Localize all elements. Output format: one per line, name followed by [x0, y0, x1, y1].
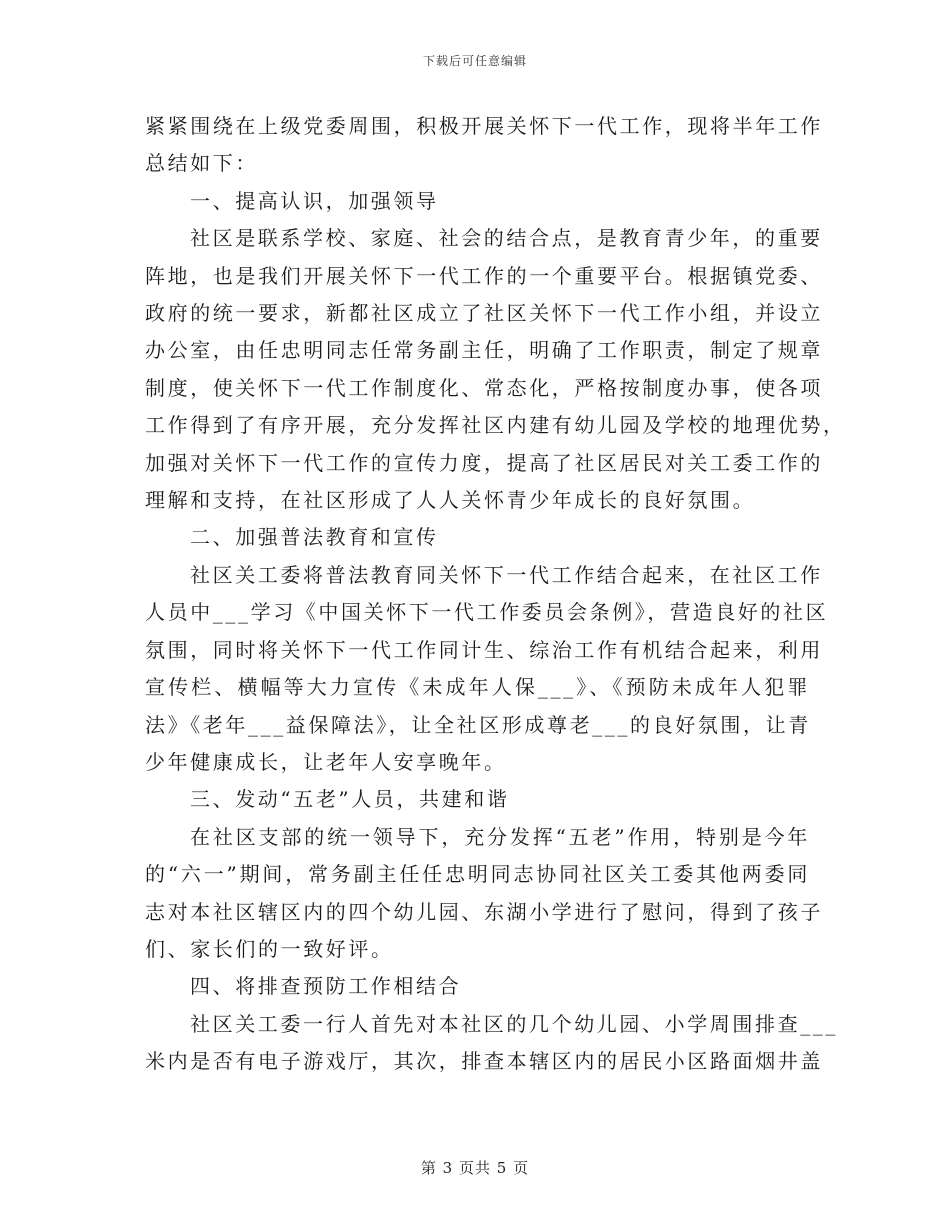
- text-line: 在社区支部的统一领导下，充分发挥“五老”作用，特别是今年: [190, 824, 810, 849]
- text-line: 法》《老年___益保障法》，让全社区形成尊老___的良好氛围，让青: [145, 712, 811, 737]
- text-line: 宣传栏、横幅等大力宣传《未成年人保___》、《预防未成年人犯罪: [145, 675, 810, 700]
- section-heading: 二、加强普法教育和宣传: [190, 525, 439, 550]
- text-line: 制度，使关怀下一代工作制度化、常态化，严格按制度办事，使各项: [145, 375, 823, 400]
- page-number: 第 3 页共 5 页: [420, 1159, 530, 1177]
- text-line: 政府的统一要求，新都社区成立了社区关怀下一代工作小组，并设立: [145, 301, 823, 326]
- text-line: 的“六一”期间，常务副主任任忠明同志协同社区关工委其他两委同: [145, 862, 810, 887]
- text-line: 办公室，由任忠明同志任常务副主任，明确了工作职责，制定了规章: [145, 338, 823, 363]
- document-body: [145, 108, 846, 1081]
- text-line: 们、家长们的一致好评。: [145, 936, 394, 961]
- text-line: 紧紧围绕在上级党委周围，积极开展关怀下一代工作，现将半年工作: [145, 114, 823, 138]
- section-heading: 四、将排查预防工作相结合: [190, 974, 462, 999]
- text-line: 总结如下：: [145, 151, 258, 176]
- text-line: 社区关工委将普法教育同关怀下一代工作结合起来，在社区工作: [190, 562, 823, 587]
- text-line: 少年健康成长，让老年人安享晚年。: [145, 749, 507, 774]
- text-line: 社区是联系学校、家庭、社会的结合点，是教育青少年，的重要: [190, 226, 823, 251]
- page-header-note: 下载后可任意编辑: [422, 54, 527, 68]
- text-line: 人员中___学习《中国关怀下一代工作委员会条例》，营造良好的社区: [145, 600, 829, 625]
- text-line: 理解和支持，在社区形成了人人关怀青少年成长的良好氛围。: [145, 488, 756, 513]
- text-line: 米内是否有电子游戏厅，其次，排查本辖区内的居民小区路面烟井盖: [145, 1049, 823, 1074]
- section-heading: 一、提高认识，加强领导: [190, 188, 439, 213]
- text-line: 阵地，也是我们开展关怀下一代工作的一个重要平台。根据镇党委、: [145, 263, 823, 288]
- text-line: 加强对关怀下一代工作的宣传力度，提高了社区居民对关工委工作的: [145, 450, 823, 475]
- text-line: 社区关工委一行人首先对本社区的几个幼儿园、小学周围排查___: [190, 1011, 838, 1036]
- text-line: 志对本社区辖区内的四个幼儿园、东湖小学进行了慰问，得到了孩子: [145, 899, 823, 924]
- text-line: 氛围，同时将关怀下一代工作同计生、综治工作有机结合起来，利用: [145, 637, 823, 662]
- text-line: 工作得到了有序开展，充分发挥社区内建有幼儿园及学校的地理优势，: [145, 413, 846, 438]
- section-heading: 三、发动“五老”人员，共建和谐: [190, 787, 510, 812]
